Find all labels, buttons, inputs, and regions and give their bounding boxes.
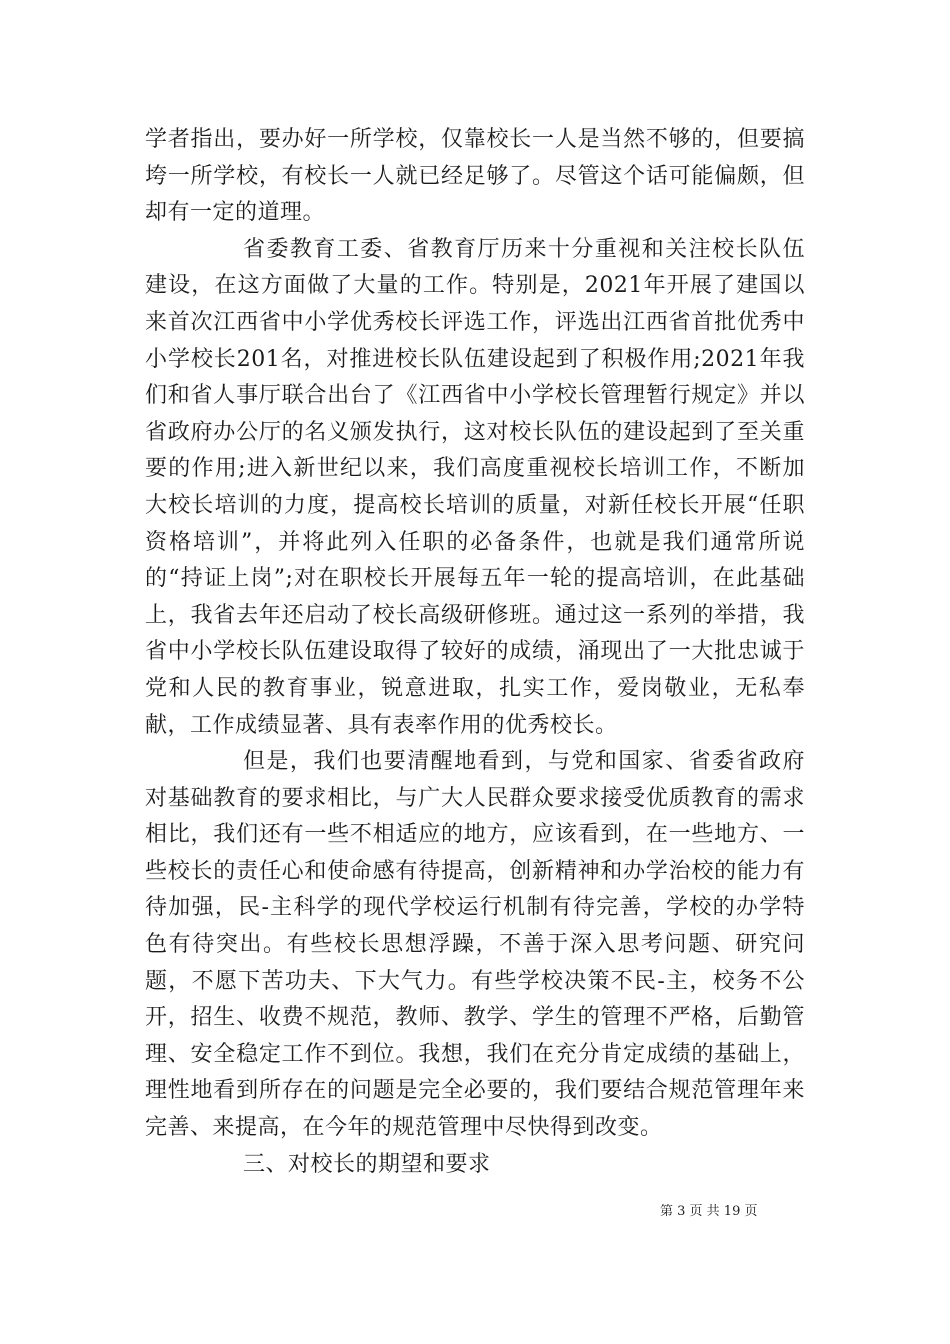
- paragraph-continuation: 学者指出，要办好一所学校，仅靠校长一人是当然不够的，但要搞垮一所学校，有校长一人就已经足够了。尽管这个话可能偏颇，但却有一定的道理。: [145, 127, 805, 226]
- document-body: [145, 122, 805, 1183]
- paragraph-principal-team-building: 省委教育工委、省教育厅历来十分重视和关注校长队伍建设，在这方面做了大量的工作。特别是，2021年开展了建国以来首次江西省中小学优秀校长评选工作，评选出江西省首批优秀中小学校长201名，对推进校长队伍建设起到了积极作用;2021年我们和省人事厅联合出台了《江西省中小学校长管理暂行规定》并以省政府办公厅的名义颁发执行，这对校长队伍的建设起到了至关重要的作用;进入新世纪以来，我们高度重视校长培训工作，不断加大校长培训的力度，提高校长培训的质量，对新任校长开展“任职资格培训”，并将此列入任职的必备条件，也就是我们通常所说的“持证上岗”;对在职校长开展每五年一轮的提高培训，在此基础上，我省去年还启动了校长高级研修班。通过这一系列的举措，我省中小学校长队伍建设取得了较好的成绩，涌现出了一大批忠诚于党和人民的教育事业，锐意进取，扎实工作，爱岗敬业，无私奉献，工作成绩显著、具有表率作用的优秀校长。: [145, 236, 805, 738]
- paragraph-existing-problems: 但是，我们也要清醒地看到，与党和国家、省委省政府对基础教育的要求相比，与广大人民群众要求接受优质教育的需求相比，我们还有一些不相适应的地方，应该看到，在一些地方、一些校长的责任心和使命感有待提高，创新精神和办学治校的能力有待加强，民-主科学的现代学校运行机制有待完善，学校的办学特色有待突出。有些校长思想浮躁，不善于深入思考问题、研究问题，不愿下苦功夫、下大气力。有些学校决策不民-主，校务不公开，招生、收费不规范，教师、教学、学生的管理不严格，后勤管理、安全稳定工作不到位。我想，我们在充分肯定成绩的基础上，理性地看到所存在的问题是完全必要的，我们要结合规范管理年来完善、来提高，在今年的规范管理中尽快得到改变。: [145, 749, 805, 1141]
- page-number-footer: 第 3 页 共 19 页: [660, 1204, 758, 1219]
- section-heading: 三、对校长的期望和要求: [243, 1151, 491, 1177]
